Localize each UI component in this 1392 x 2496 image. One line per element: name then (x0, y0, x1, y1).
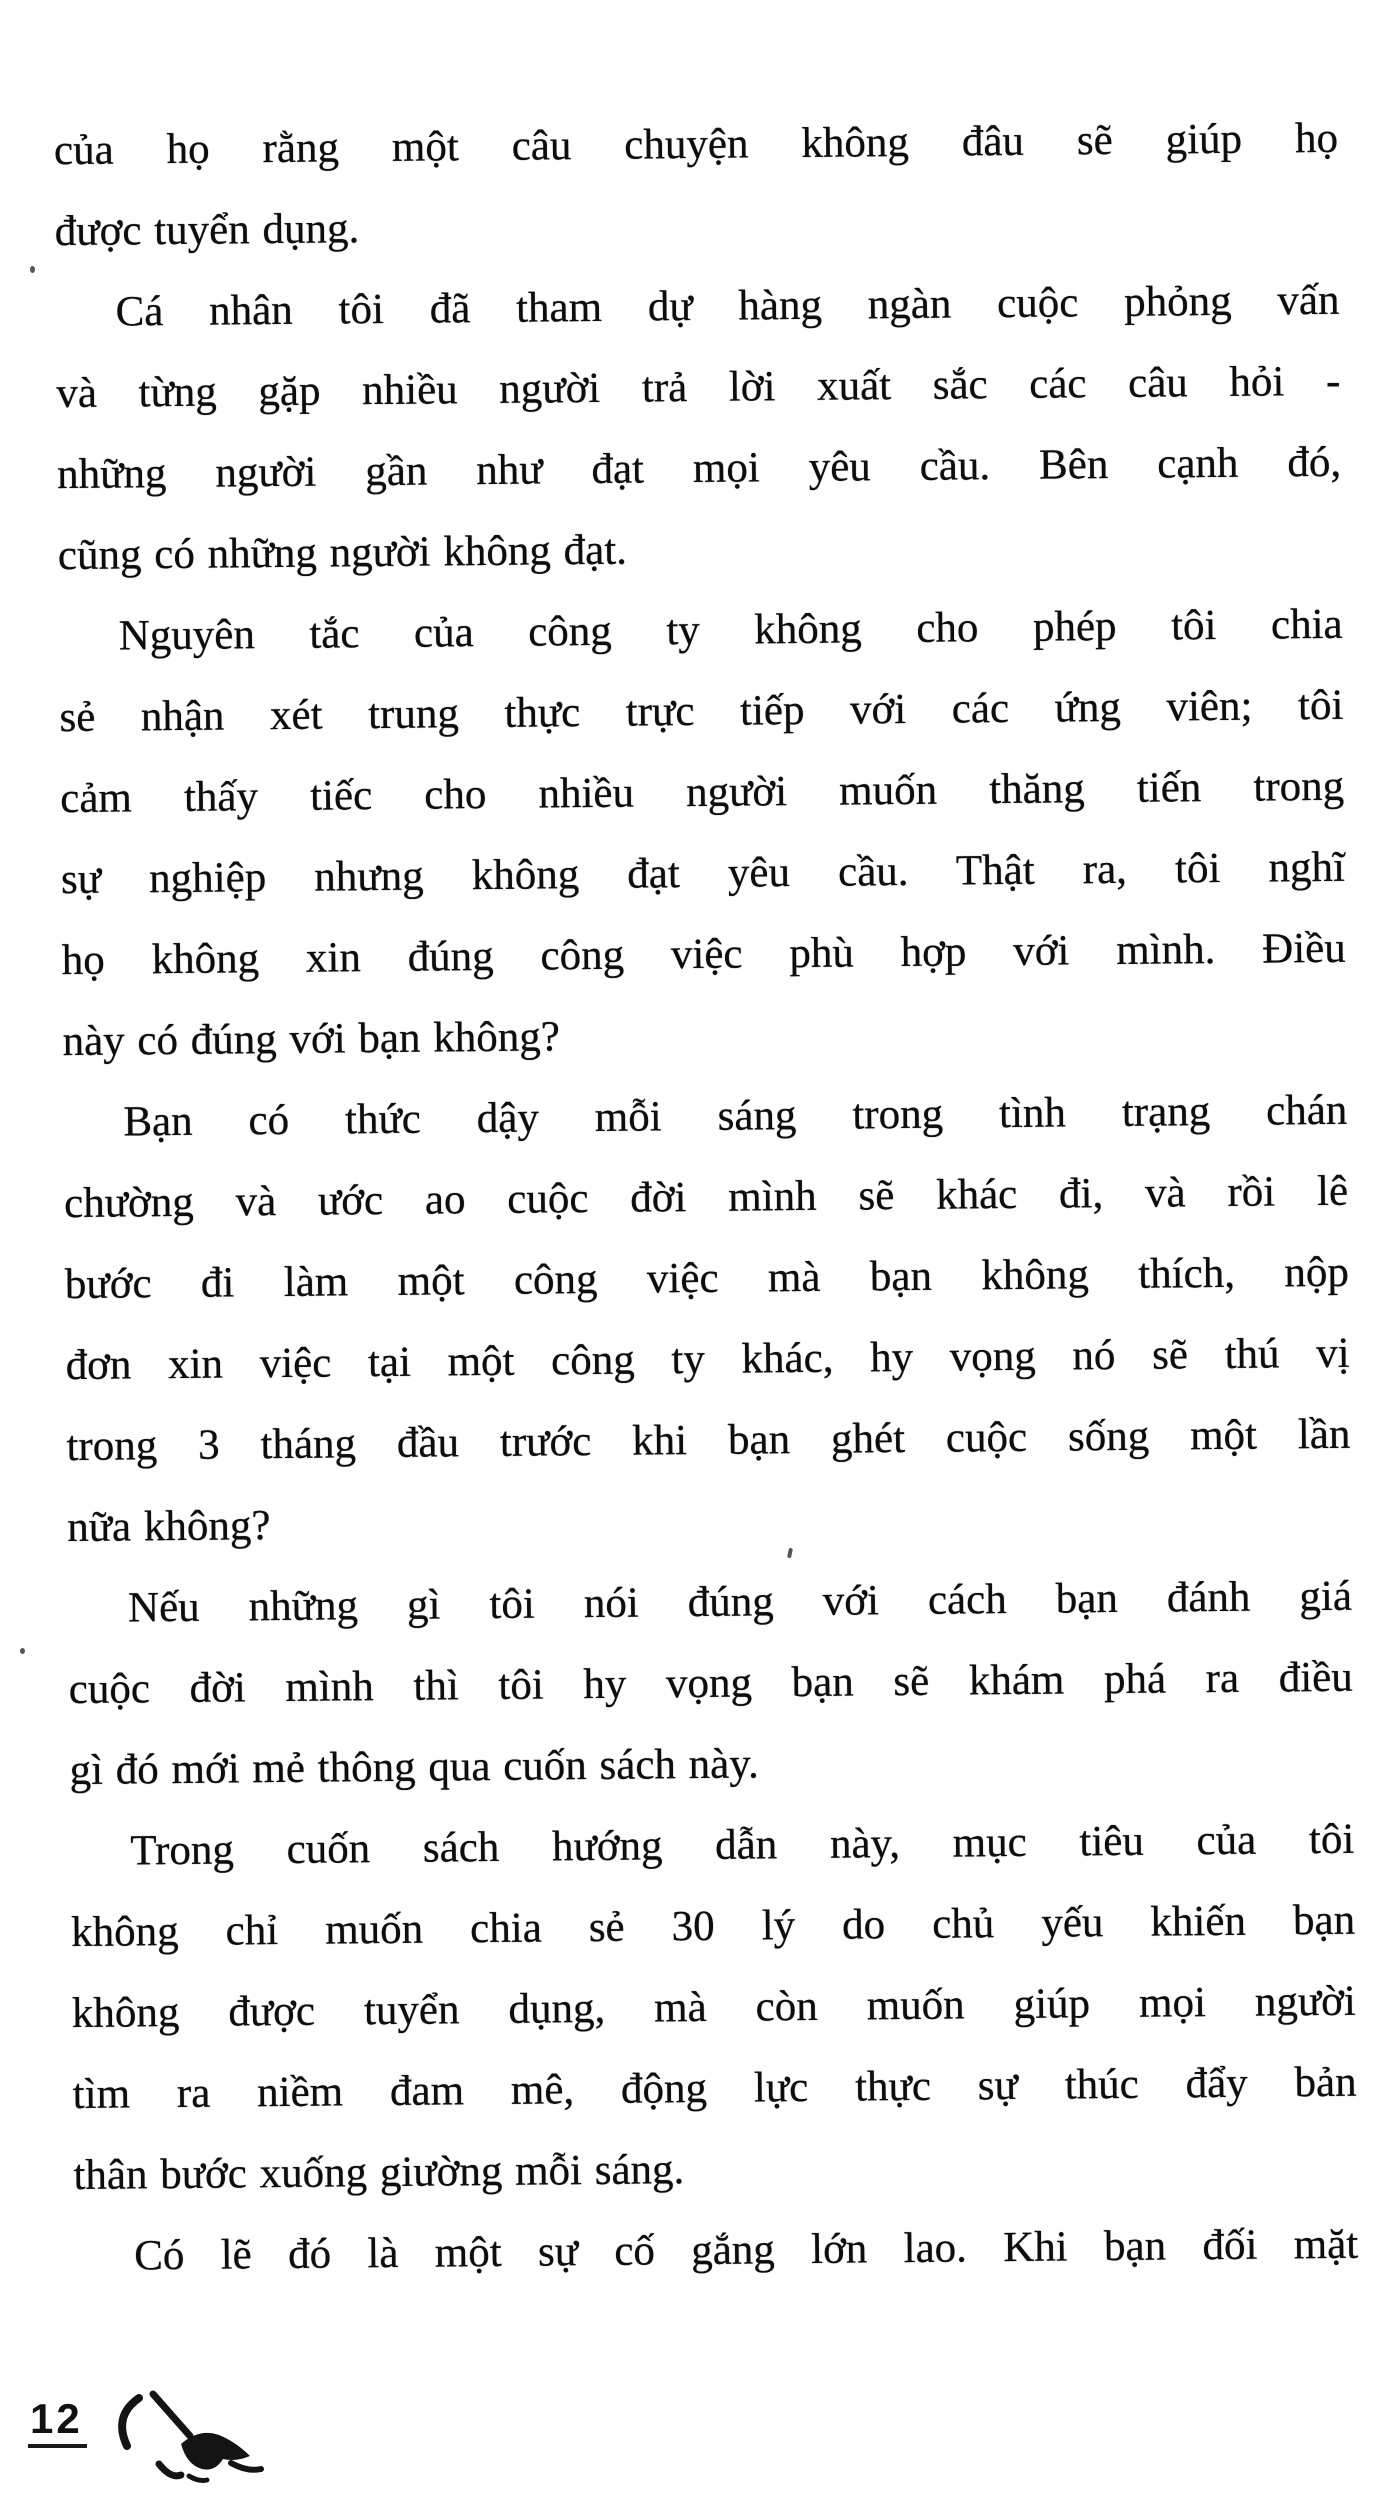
text-line: không được tuyển dụng, mà còn muốn giúp mọi người (71, 1977, 1357, 2038)
text-line: Có lẽ đó là một sự cố gắng lớn lao. Khi bạn đối mặt (134, 2220, 1359, 2280)
paragraph (74, 2204, 1359, 2297)
scan-artifact (30, 266, 35, 273)
paragraph (70, 1799, 1358, 2216)
text-line: Nguyên tắc của công ty không cho phép tôi chia (118, 600, 1343, 660)
text-line: bước đi làm một công việc mà bạn không thích, nộp (64, 1248, 1350, 1309)
text-line: thân bước xuống giường mỗi sáng. (73, 2146, 685, 2200)
text-line: đơn xin việc tại một công ty khác, hy vọng nó sẽ thú vị (65, 1329, 1350, 1390)
text-line: trong 3 tháng đầu trước khi bạn ghét cuộc sống một lần (66, 1410, 1351, 1471)
text-line: cuộc đời mình thì tôi hy vọng bạn sẽ khám phá ra điều (68, 1653, 1353, 1714)
text-line: không chỉ muốn chia sẻ 30 lý do chủ yếu khiến bạn (70, 1896, 1356, 1957)
text-line: những người gần như đạt mọi yêu cầu. Bên cạnh đó, (56, 438, 1342, 499)
text-line: Bạn có thức dậy mỗi sáng trong tình trạng chán (123, 1086, 1348, 1146)
text-line: họ không xin đúng công việc phù hợp với mình. Điều (61, 924, 1346, 985)
text-line: này có đúng với bạn không? (62, 1013, 561, 1066)
text-line: Nếu những gì tôi nói đúng với cách bạn đánh giá (127, 1572, 1353, 1632)
paragraph (54, 98, 1339, 272)
text-line: Trong cuốn sách hướng dẫn này, mục tiêu của tôi (130, 1815, 1355, 1875)
page-text (0, 97, 1392, 2297)
text-line: và từng gặp nhiều người trả lời xuất sắc các câu hỏi - (56, 357, 1341, 418)
text-line: nữa không? (67, 1502, 271, 1552)
page-number: 12 (28, 2396, 87, 2448)
text-line: sẻ nhận xét trung thực trực tiếp với các ứng viên; tôi (59, 681, 1344, 742)
paragraph (58, 584, 1347, 1082)
page-footer (28, 2396, 273, 2490)
text-line: được tuyển dụng. (54, 205, 360, 256)
paragraph (55, 260, 1342, 596)
text-line: chường và ước ao cuộc đời mình sẽ khác đi, và rồi lê (63, 1167, 1349, 1228)
text-line: tìm ra niềm đam mê, động lực thực sự thúc đẩy bản (72, 2058, 1357, 2119)
scan-artifact (20, 1648, 25, 1654)
paragraph (63, 1070, 1352, 1568)
text-line: Cá nhân tôi đã tham dự hàng ngàn cuộc phỏng vấn (115, 276, 1340, 336)
quill-ink-sketch-icon (93, 2390, 273, 2490)
text-line: sự nghiệp nhưng không đạt yêu cầu. Thật ra, tôi nghĩ (60, 843, 1346, 904)
text-line: cảm thấy tiếc cho nhiều người muốn thăng tiến trong (60, 762, 1345, 823)
paragraph (68, 1556, 1354, 1811)
text-line: của họ rằng một câu chuyện không đâu sẽ giúp họ (53, 114, 1339, 175)
text-line: cũng có những người không đạt. (57, 526, 628, 580)
text-line: gì đó mới mẻ thông qua cuốn sách này. (69, 1740, 759, 1795)
